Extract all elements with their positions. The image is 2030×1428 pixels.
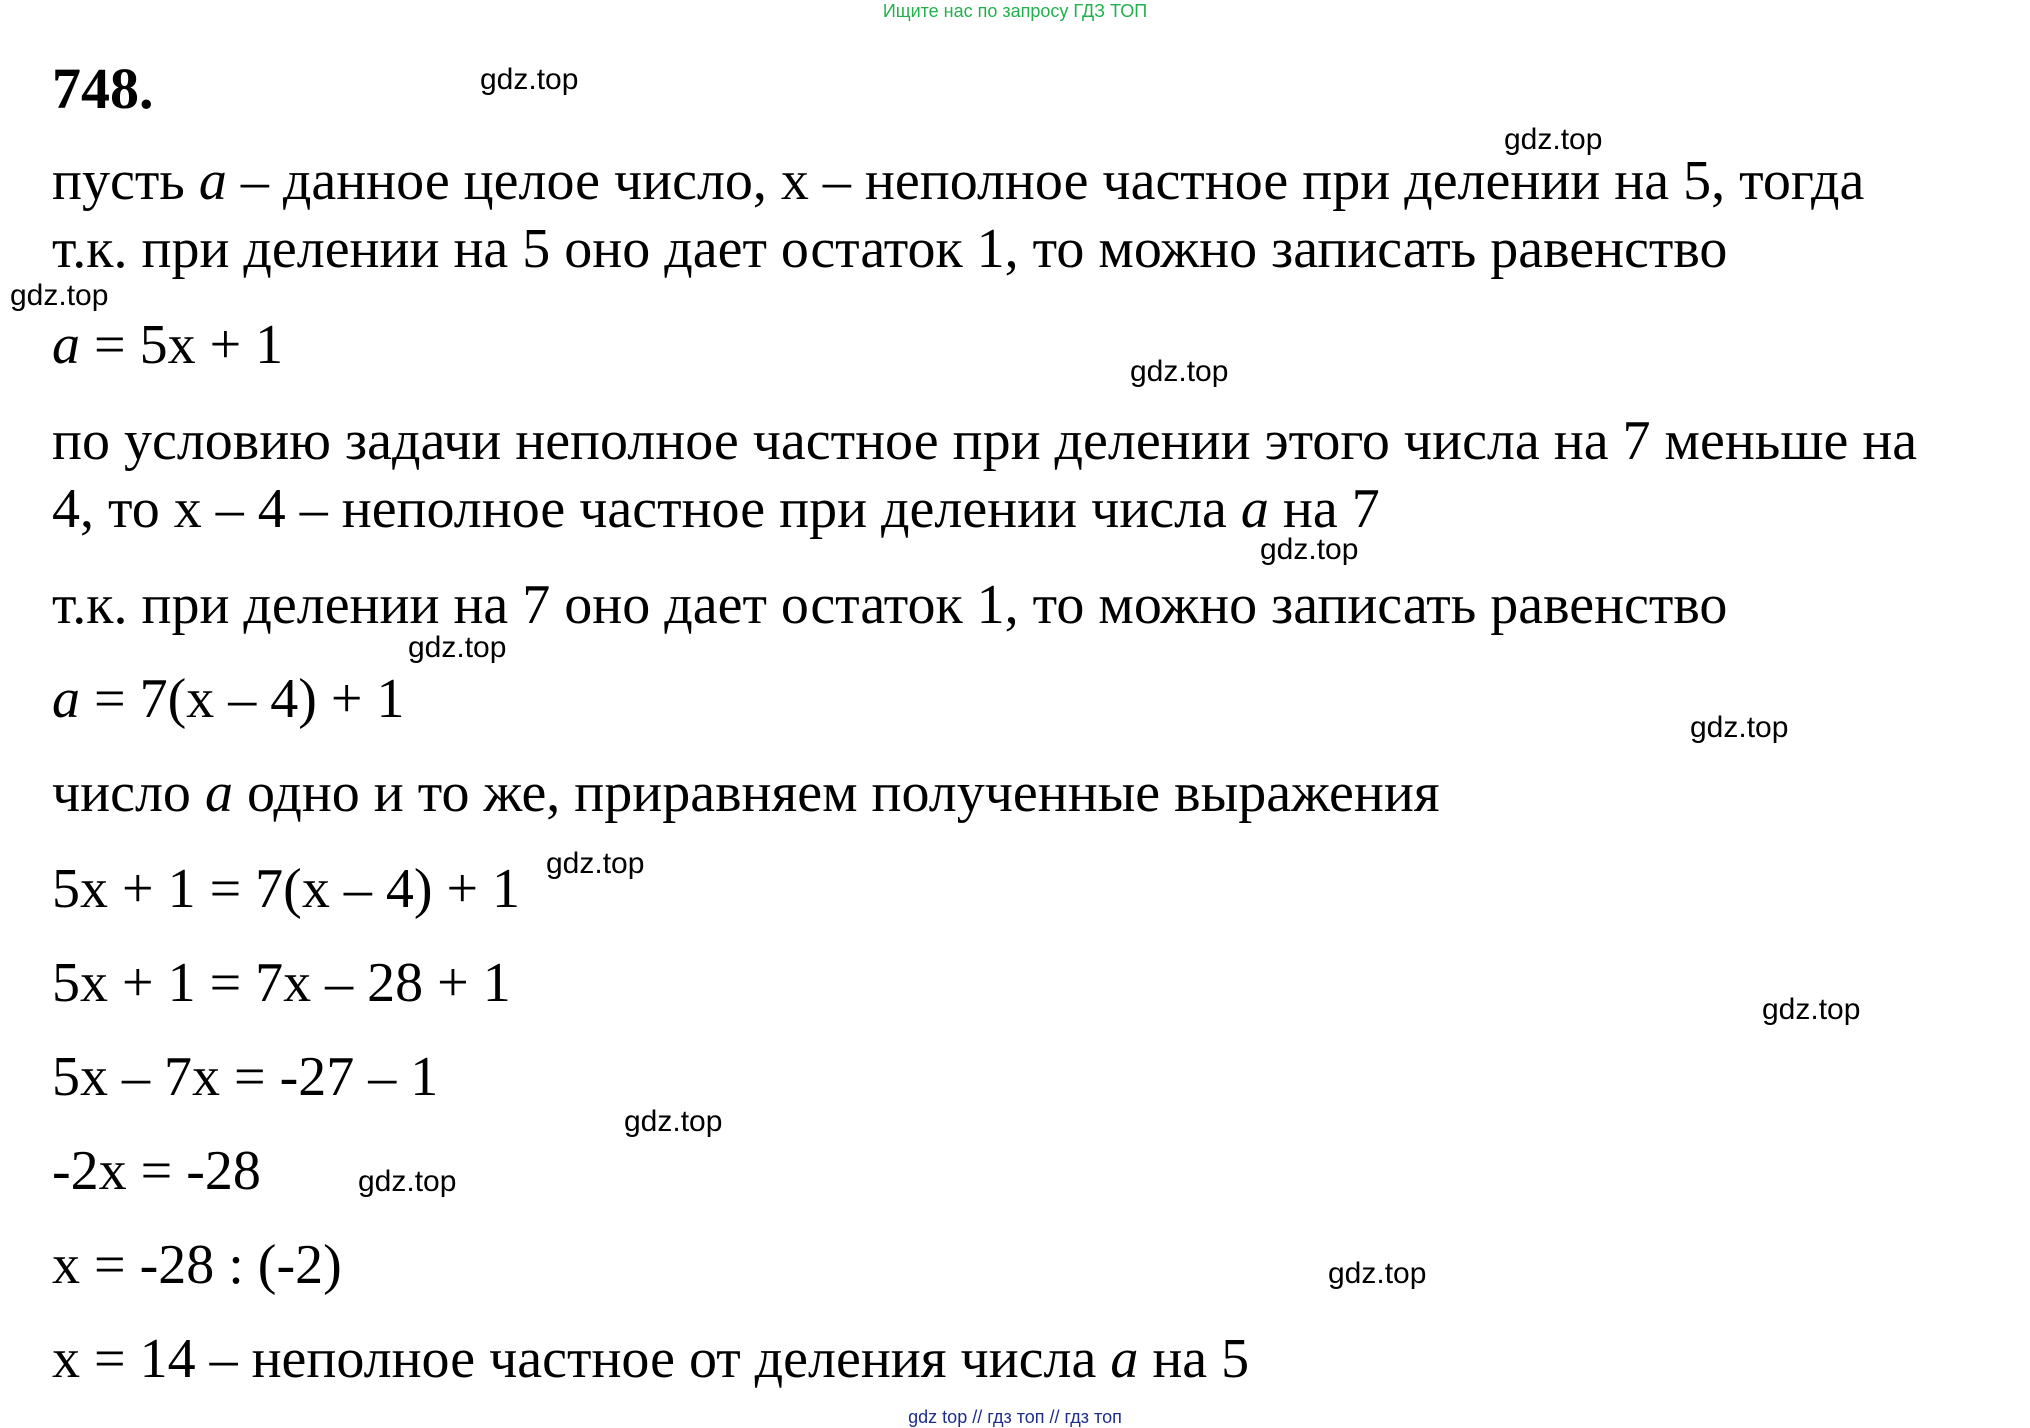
- watermark: gdz.top: [480, 63, 579, 96]
- solution-line-2: т.к. при делении на 5 оно дает остаток 1, то можно записать равенство: [52, 218, 1728, 280]
- equation-line-3: 5х + 1 = 7(х – 4) + 1: [52, 858, 521, 920]
- watermark: gdz.top: [546, 847, 645, 880]
- equation-line-5: 5х – 7х = -27 – 1: [52, 1046, 439, 1108]
- watermark: gdz.top: [1762, 993, 1861, 1026]
- watermark: gdz.top: [1690, 711, 1789, 744]
- variable-a: a: [1110, 1328, 1139, 1390]
- equation-line-6: -2х = -28: [52, 1140, 261, 1202]
- watermark: gdz.top: [624, 1105, 723, 1138]
- variable-a: a: [1240, 478, 1269, 540]
- solution-line-7: х = 14 – неполное частное от деления числа a на 5: [52, 1328, 1250, 1390]
- solution-line-6: число a одно и то же, приравняем полученные выражения: [52, 762, 1440, 824]
- variable-a: a: [52, 668, 80, 730]
- top-banner: Ищите нас по запросу ГДЗ ТОП: [882, 1, 1148, 21]
- equation-line-4: 5х + 1 = 7х – 28 + 1: [52, 952, 511, 1014]
- watermark: gdz.top: [1130, 355, 1229, 388]
- variable-a: a: [198, 150, 227, 212]
- solution-line-3: по условию задачи неполное частное при делении этого числа на 7 меньше на: [52, 410, 1918, 472]
- watermark: gdz.top: [1504, 123, 1603, 156]
- solution-line-4: 4, то х – 4 – неполное частное при делении числа a на 7: [52, 478, 1380, 540]
- solution-line-5: т.к. при делении на 7 оно дает остаток 1, то можно записать равенство: [52, 574, 1728, 636]
- footer-watermark: gdz top // гдз топ // гдз топ: [908, 1407, 1122, 1427]
- variable-a: a: [204, 762, 233, 824]
- equation-line-2: a = 7(х – 4) + 1: [52, 668, 405, 730]
- watermark: gdz.top: [408, 631, 507, 664]
- equation-line-7: х = -28 : (-2): [52, 1234, 342, 1296]
- watermark: gdz.top: [10, 279, 109, 312]
- watermark: gdz.top: [358, 1165, 457, 1198]
- variable-a: a: [52, 314, 80, 376]
- watermark: gdz.top: [1328, 1257, 1427, 1290]
- watermark: gdz.top: [1260, 533, 1359, 566]
- equation-line-1: a = 5х + 1: [52, 314, 284, 376]
- solution-line-1: пусть a – данное целое число, х – неполное частное при делении на 5, тогда: [52, 150, 1865, 212]
- problem-number: 748.: [52, 56, 154, 121]
